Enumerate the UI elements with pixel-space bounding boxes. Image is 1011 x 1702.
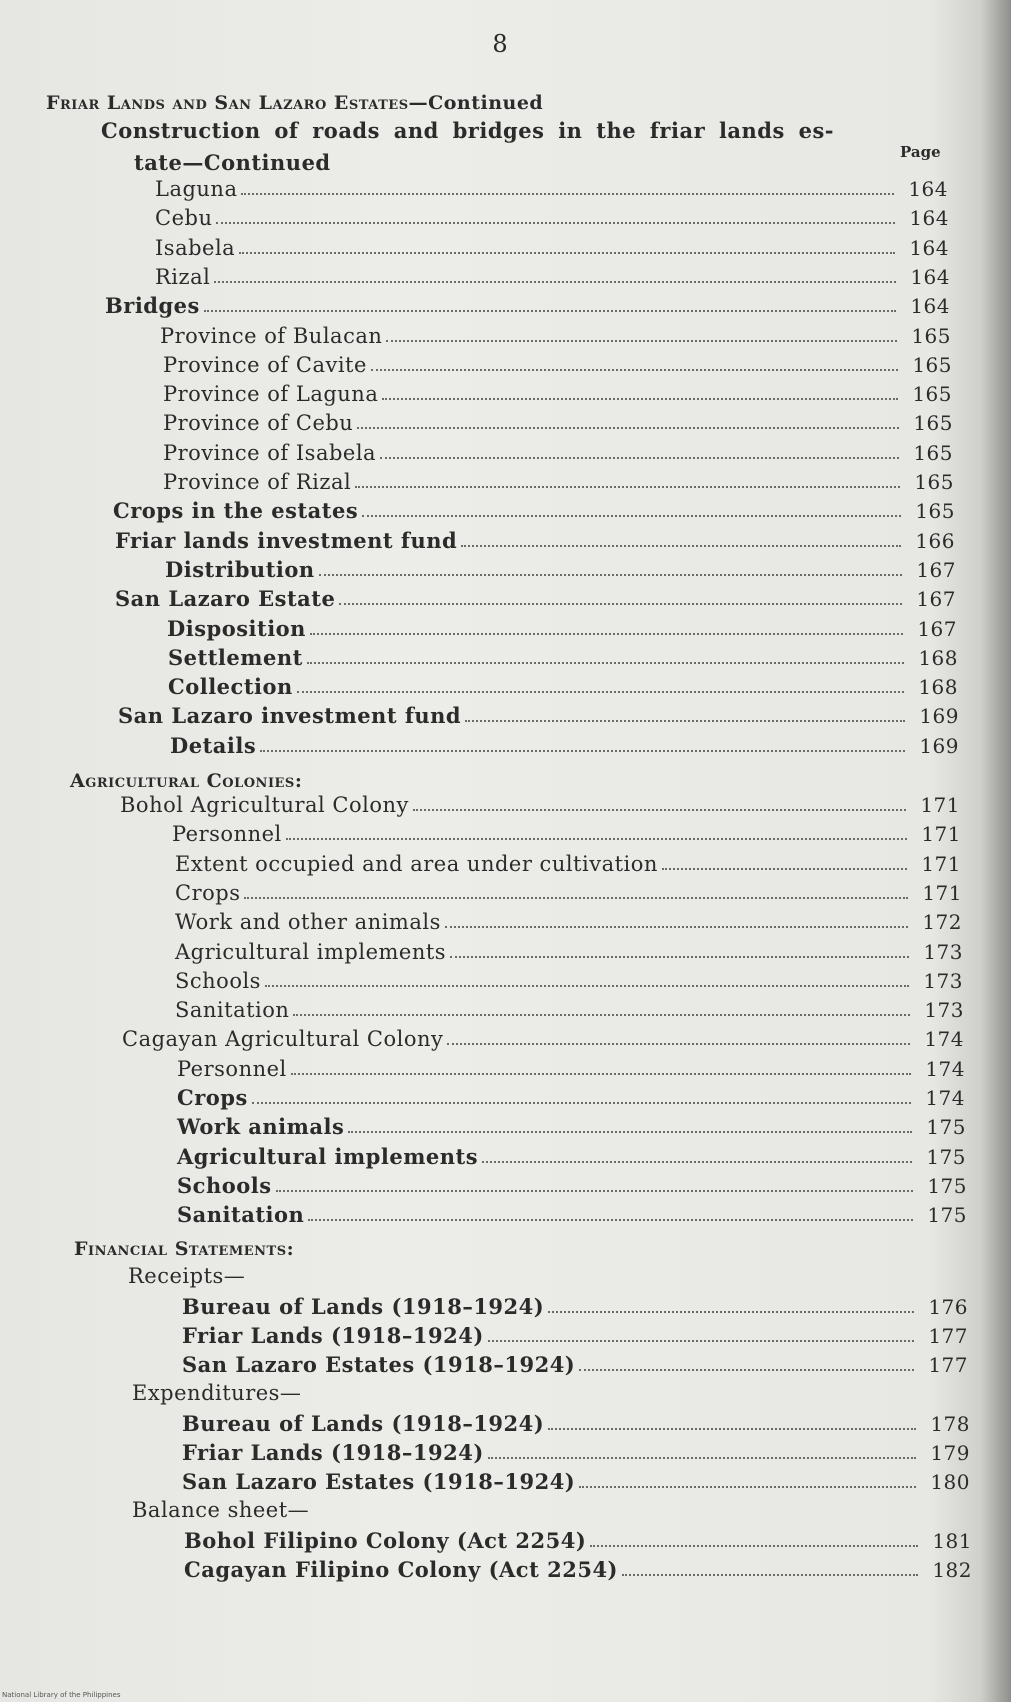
section-heading-financial-statements: Financial Statements: (74, 1238, 295, 1260)
toc-entry-label: Province of Cebu (163, 411, 354, 436)
toc-entry-page: 169 (919, 704, 959, 729)
toc-entry-label: Province of Isabela (163, 440, 377, 465)
toc-entry-label: Bohol Filipino Colony (Act 2254) (184, 1528, 587, 1553)
toc-entry (184, 1524, 972, 1553)
toc-entry-label: Bridges (105, 293, 200, 319)
toc-entry-page: 167 (916, 587, 956, 612)
toc-entry-page: 164 (909, 235, 949, 260)
toc-entry-label: Friar Lands (1918–1924) (182, 1323, 484, 1348)
toc-entry-page: 175 (927, 1173, 967, 1198)
toc-entry-page: 164 (909, 206, 949, 231)
toc-entry-page: 177 (928, 1324, 968, 1348)
toc-entry-page: 173 (923, 939, 963, 964)
toc-entry-label: Crops (177, 1085, 248, 1110)
toc-entry-page: 165 (912, 352, 952, 377)
toc-entry-label: San Lazaro Estates (1918–1924) (182, 1469, 576, 1494)
subheading-line-2: tate—Continued (134, 150, 331, 175)
toc-entry-label: Work and other animals (175, 910, 441, 935)
toc-entry-label: San Lazaro Estates (1918–1924) (182, 1352, 576, 1377)
toc-entry-page: 181 (932, 1529, 972, 1553)
toc-entry-label: Cagayan Agricultural Colony (122, 1027, 444, 1052)
section-heading-suffix: —Continued (408, 92, 544, 114)
toc-entry-label: Distribution (165, 556, 315, 582)
toc-entry-label: Bureau of Lands (1918–1924) (182, 1294, 545, 1319)
toc-entry-label: Sanitation (177, 1202, 305, 1228)
toc-entry-page: 168 (918, 645, 958, 670)
toc-entry-page: 171 (921, 851, 961, 876)
balance-sheet-label: Balance sheet— (132, 1498, 310, 1522)
toc-entry-page: 173 (923, 968, 963, 993)
toc-entry-label: Province of Bulacan (160, 323, 383, 348)
toc-entry-label: Friar Lands (1918–1924) (182, 1440, 484, 1465)
toc-entry-page: 175 (927, 1203, 967, 1228)
toc-entry-page: 164 (910, 264, 950, 289)
toc-entry-page: 165 (912, 382, 952, 407)
toc-entry-label: Cebu (155, 206, 213, 231)
toc-entry-page: 166 (915, 528, 955, 553)
toc-entry-page: 176 (928, 1295, 968, 1319)
toc-entry-page: 165 (914, 470, 954, 494)
toc-entry-page: 173 (924, 998, 964, 1023)
subheading-line-1: Construction of roads and bridges in the friar lands es- (101, 118, 835, 143)
toc-entry-page: 171 (921, 822, 961, 847)
toc-entry-page: 165 (911, 323, 951, 348)
toc-entry-label: Work animals (177, 1114, 345, 1140)
expenditures-label: Expenditures— (132, 1381, 302, 1405)
toc-entry-page: 174 (924, 1027, 964, 1052)
toc-entry-label: Sanitation (175, 998, 290, 1023)
toc-entry-label: Rizal (155, 264, 211, 289)
page-number: 8 (492, 30, 508, 58)
toc-entry-label: Laguna (155, 177, 238, 201)
toc-entry-label: Province of Laguna (163, 382, 379, 407)
toc-entry-label: Bureau of Lands (1918–1924) (182, 1411, 545, 1436)
toc-entry-page: 180 (930, 1470, 970, 1494)
toc-entry-page: 177 (928, 1353, 968, 1377)
toc-entry-label: Personnel (172, 822, 282, 847)
toc-entry-page: 169 (919, 733, 959, 758)
leader-dots (622, 1574, 918, 1576)
toc-entry-page: 171 (922, 880, 962, 905)
toc-entry-label: Agricultural implements (175, 939, 447, 964)
toc-entry-label: Crops in the estates (113, 498, 359, 524)
toc-entry-page: 171 (920, 793, 960, 817)
toc-entry (184, 1553, 972, 1582)
toc-entry-page: 167 (916, 557, 956, 582)
toc-entry-label: Collection (168, 674, 293, 700)
section-heading-agricultural-colonies: Agricultural Colonies: (70, 770, 303, 792)
toc-entry-label: Province of Rizal (163, 470, 352, 494)
toc-entry-page: 165 (913, 411, 953, 436)
toc-entry-page: 178 (930, 1412, 970, 1436)
toc-entry-page: 174 (925, 1086, 965, 1110)
footer-credit: National Library of the Philippines (2, 1691, 121, 1699)
toc-entry-label: Personnel (177, 1056, 287, 1081)
toc-entry-label: Friar lands investment fund (115, 527, 458, 553)
toc-entry-label: Isabela (155, 235, 236, 260)
toc-entry-label: San Lazaro Estate (115, 586, 336, 612)
toc-entry-page: 164 (908, 177, 948, 201)
toc-entry-page: 165 (915, 499, 955, 524)
toc-entry-label: Disposition (167, 615, 306, 641)
toc-entry-label: Province of Cavite (163, 352, 367, 377)
toc-entry-page: 172 (922, 910, 962, 935)
toc-entry-label: Agricultural implements (177, 1143, 479, 1169)
toc-entry-page: 167 (917, 616, 957, 641)
leader-dots (590, 1545, 918, 1547)
page-column-header: Page (900, 143, 941, 161)
toc-entry-label: Details (170, 732, 257, 758)
toc-entry-page: 165 (913, 440, 953, 465)
toc-entry-label: Crops (175, 880, 241, 905)
toc-entry-label: Schools (175, 968, 261, 993)
toc-entry-label: Cagayan Filipino Colony (Act 2254) (184, 1557, 618, 1582)
toc-entry-label: Extent occupied and area under cultivation (175, 851, 658, 876)
toc-entry-label: Settlement (168, 644, 303, 670)
toc-entry-page: 164 (910, 294, 950, 319)
toc-entry-page: 168 (918, 675, 958, 700)
section-heading-text: Friar Lands and San Lazaro Estates (46, 92, 409, 114)
toc-entry-page: 175 (926, 1144, 966, 1169)
toc-entry-page: 174 (925, 1056, 965, 1081)
toc-entry-page: 179 (930, 1441, 970, 1465)
toc-entry-label: Schools (177, 1172, 272, 1198)
receipts-label: Receipts— (128, 1264, 246, 1288)
toc-entry-page: 182 (932, 1558, 972, 1582)
toc-entry-label: San Lazaro investment fund (118, 703, 462, 729)
toc-entry-page: 175 (926, 1115, 966, 1140)
toc-entry-label: Bohol Agricultural Colony (120, 793, 409, 817)
